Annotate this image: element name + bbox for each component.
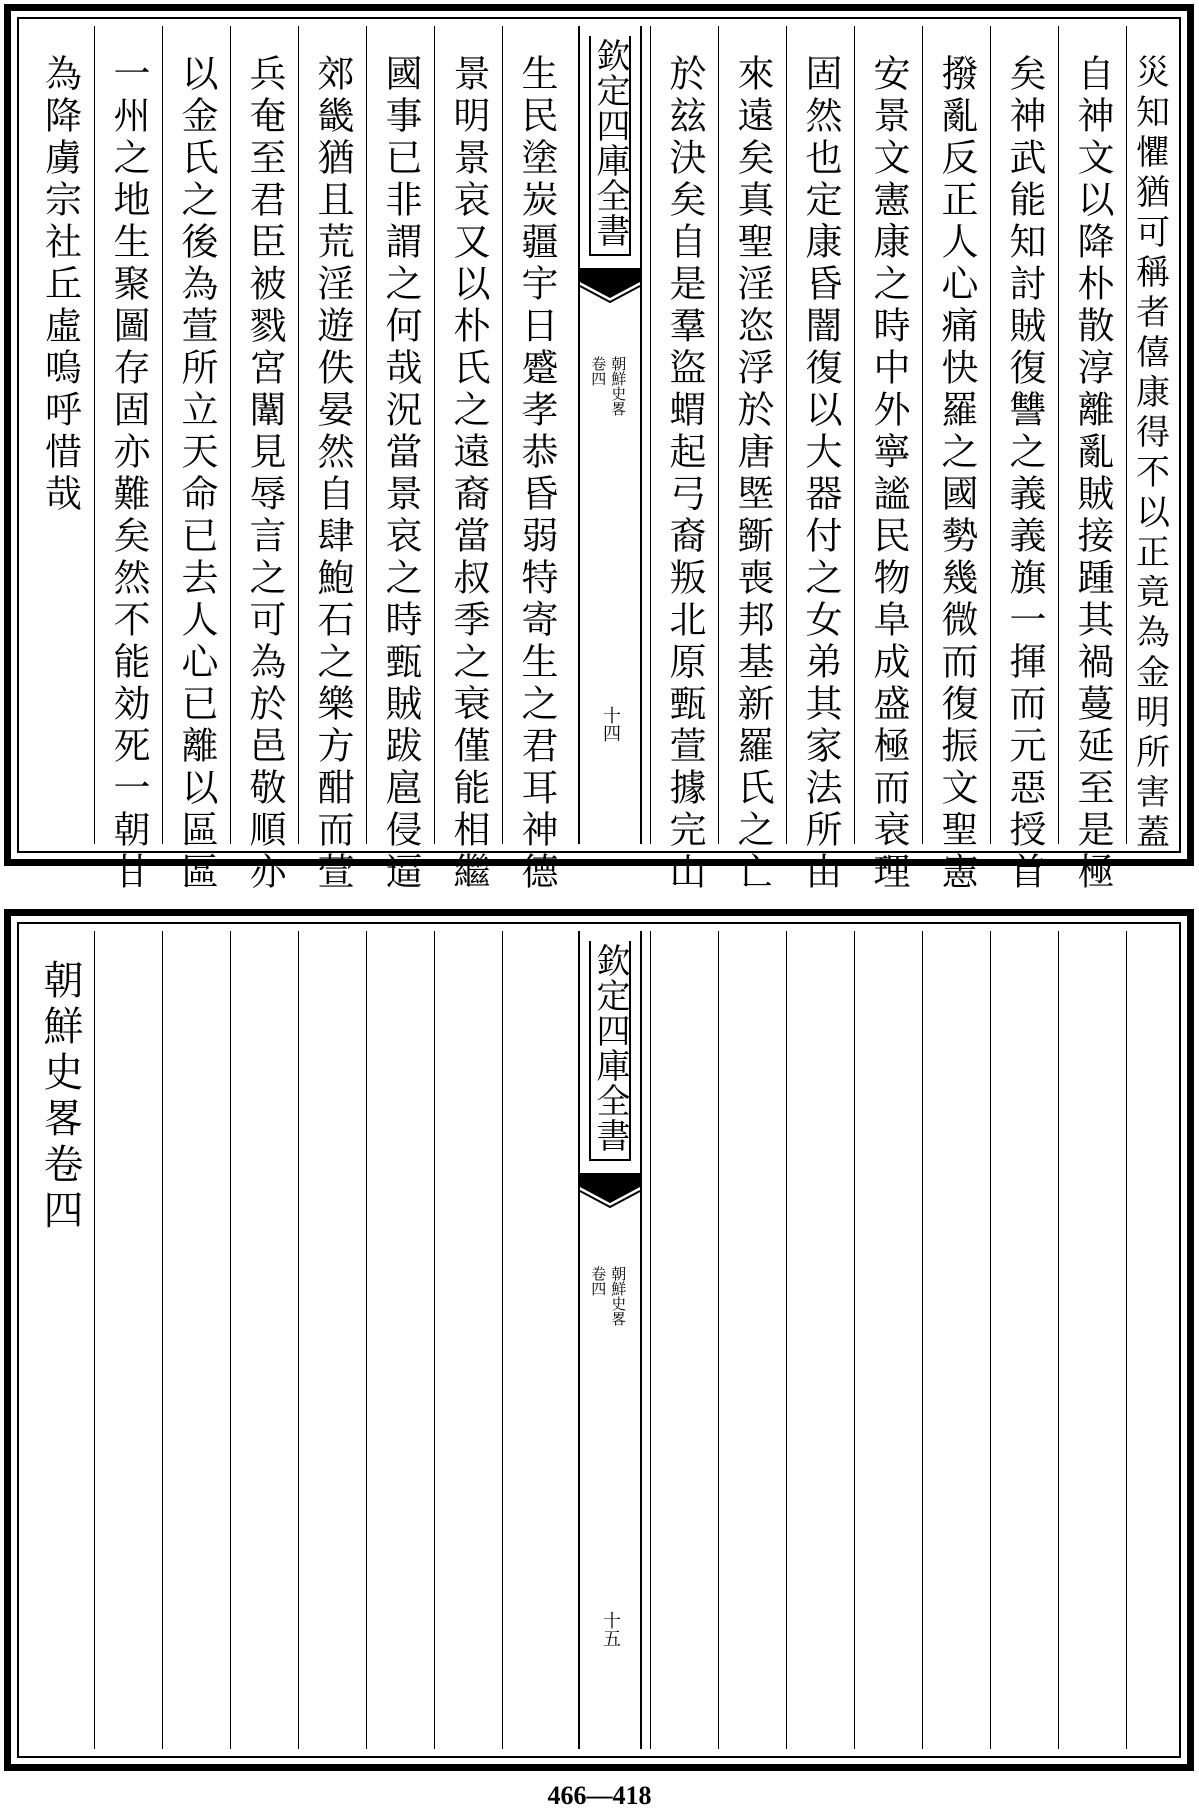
empty-column: [94, 931, 162, 1749]
text-column: [162, 26, 230, 894]
text-column: [718, 26, 786, 894]
text-column: [854, 26, 922, 894]
center-spine: [578, 26, 642, 844]
column-text: 自神文以降朴散淳離亂賊接踵其禍蔓延至是極: [1071, 54, 1114, 894]
empty-column: [718, 931, 786, 1749]
empty-column: [298, 931, 366, 1749]
empty-column: [990, 931, 1058, 1749]
top-columns: [26, 26, 1172, 894]
title-column: [26, 931, 94, 1749]
column-text: 兵奄至君臣被戮宮闈見辱言之可為於邑敬順亦: [243, 54, 286, 894]
text-column: [786, 26, 854, 894]
top-page-frame: [4, 4, 1194, 894]
column-text: 以金氏之後為萱所立天命已去人心已離以區區: [175, 54, 218, 894]
text-column: [298, 26, 366, 894]
top-page: [0, 0, 1199, 894]
text-column: [922, 26, 990, 894]
column-text: 安景文憲康之時中外寧謐民物阜成盛極而衰理: [867, 54, 910, 894]
page-footer-number: 466—418: [547, 1781, 652, 1810]
empty-column: [230, 931, 298, 1749]
text-column: [990, 26, 1058, 894]
column-text: 矣神武能知討賊復讐之義義旗一揮而元惡授首: [1003, 54, 1046, 894]
empty-column: [162, 931, 230, 1749]
column-text: 一州之地生聚圖存固亦難矣然不能効死一朝甘: [107, 54, 150, 894]
empty-column: [1058, 931, 1126, 1749]
center-spine: [578, 931, 642, 1749]
column-text: 撥亂反正人心痛快羅之國勢幾微而復振文聖憲: [935, 54, 978, 894]
spine-book-title: 朝鮮史畧: [609, 1266, 628, 1326]
text-column: [650, 26, 718, 894]
text-column: [502, 26, 570, 894]
empty-column: [434, 931, 502, 1749]
spine-title: 欽定四庫全書: [589, 941, 631, 1161]
column-text: 郊畿猶且荒淫遊佚晏然自肆鮑石之樂方酣而萱: [311, 54, 354, 894]
empty-column: [786, 931, 854, 1749]
spine-book-title: 朝鮮史畧: [609, 356, 628, 416]
spine-page-number: 十五: [600, 1611, 621, 1647]
column-text: 災知懼猶可稱者僖康得不以正竟為金明所害蓋: [1129, 54, 1170, 854]
fish-tail-icon: [580, 1173, 640, 1213]
spine-page-number: 十四: [600, 706, 621, 742]
column-text: 國事已非謂之何哉況當景哀之時甄賊跋扈侵逼: [379, 54, 422, 894]
spine-volume: 卷四: [589, 356, 608, 386]
spine-volume: 卷四: [589, 1266, 608, 1296]
fish-tail-icon: [580, 268, 640, 308]
empty-column: [366, 931, 434, 1749]
bottom-columns: [26, 931, 1172, 1749]
bottom-page: [0, 905, 1199, 1775]
text-column: [434, 26, 502, 894]
empty-column: [650, 931, 718, 1749]
column-text: 景明景哀又以朴氏之遠裔當叔季之衰僅能相繼: [447, 54, 490, 894]
column-text: 為降虜宗社丘虛嗚呼惜哉: [38, 54, 82, 516]
column-text: 固然也定康昏闇復以大器付之女弟其家法所由: [799, 54, 842, 894]
empty-column: [854, 931, 922, 1749]
empty-column: [502, 931, 578, 1749]
volume-title: 朝鮮史畧卷四: [37, 959, 83, 1235]
text-column: [94, 26, 162, 894]
text-column: [1058, 26, 1126, 894]
spine-title: 欽定四庫全書: [589, 36, 631, 256]
text-column: [26, 26, 94, 844]
bottom-page-frame: [4, 909, 1194, 1771]
column-text: 於玆決矣自是羣盜蝟起弓裔叛北原甄萱據完山: [663, 54, 706, 894]
column-text: 生民塗炭疆宇日蹙孝恭昏弱特寄生之君耳神德: [515, 54, 558, 894]
text-column: [230, 26, 298, 894]
column-text: 來遠矣真聖淫恣浮於唐塈斵喪邦基新羅氏之亡: [731, 54, 774, 894]
empty-column: [922, 931, 990, 1749]
empty-column: [1126, 931, 1172, 1749]
text-column: [366, 26, 434, 894]
text-column: [1126, 26, 1172, 854]
